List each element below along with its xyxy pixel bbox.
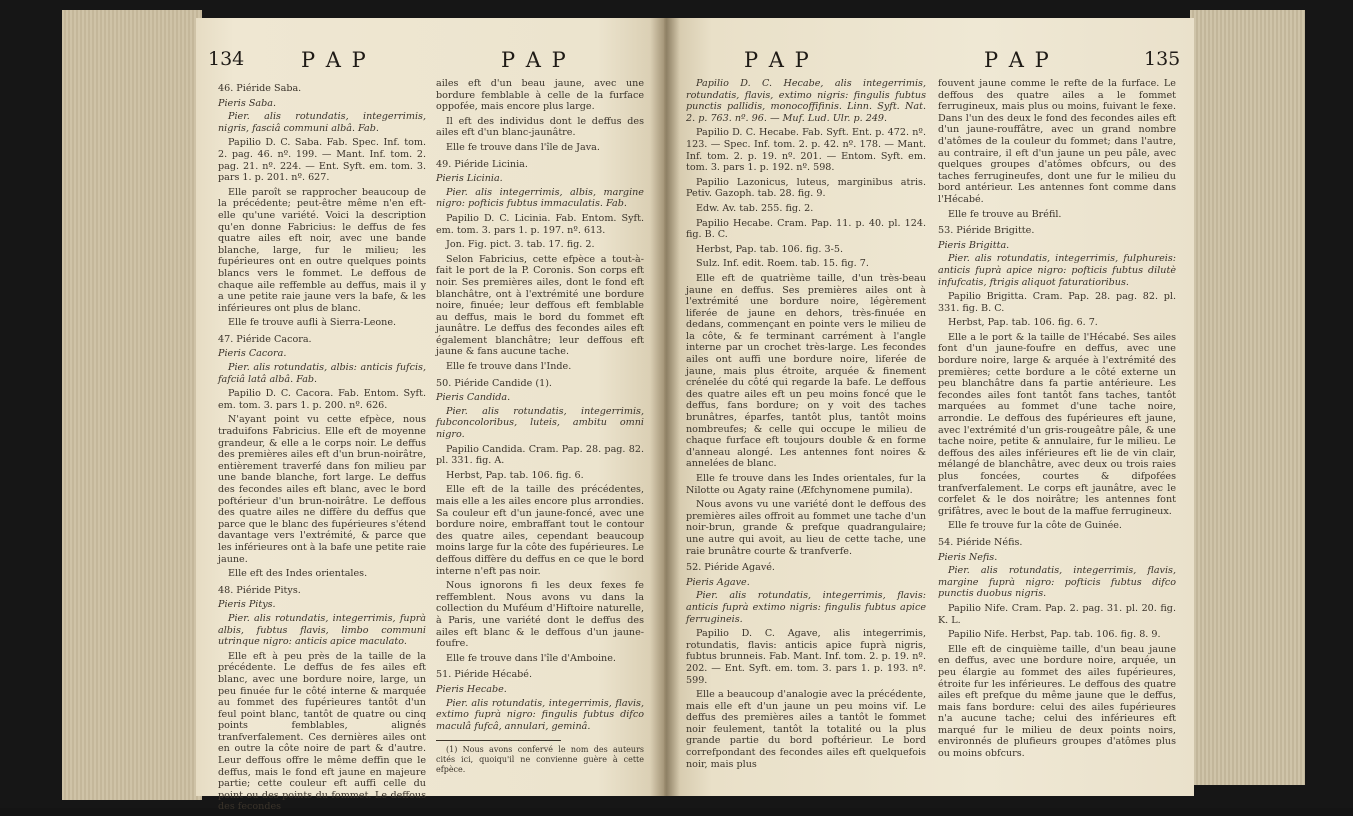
right-page-column-2 <box>938 78 1176 763</box>
species-diagnosis: Pier. alis rotundatis, albis: anticis fufcis, fafciâ latâ albâ. Fab. <box>218 362 426 385</box>
paragraph: Elle fe trouve dans l'île d'Amboine. <box>446 652 616 664</box>
paragraph: fouvent jaune comme le refte de la furface. Le deffous des quatre ailes a le fommet ferrugineux, mais plus ou moins, fuivant le fexe. Dans l'un des deux le fond des fecondes ailes eft d'un jaune-rouffâtre, avec un grand nombre d'atômes de la couleur du fommet; dans l'autre, au contraire, il eft d'un jaune un peu pâle, avec quelques groupes d'atômes obfcurs, ou des taches ferrugineufes, dont une fur le milieu du bord antérieur. Les antennes font comme dans l'Hécabé. <box>938 78 1176 205</box>
species-latin-name: Pieris Hecabe. <box>436 683 507 695</box>
running-head-right-col: P A P <box>501 48 568 72</box>
paragraph: Elle fe trouve dans l'Inde. <box>446 361 572 373</box>
species-diagnosis: Pier. alis rotundatis, integerrimis, fubconcoloribus, luteis, ambitu omni nigro. <box>436 405 644 441</box>
running-head-right-col: P A P <box>984 48 1051 72</box>
paragraph: Elle fe trouve fur la côte de Guinée. <box>948 520 1122 532</box>
species-heading: 47. Piéride Cacora. <box>218 333 312 345</box>
book-gutter <box>650 18 680 796</box>
paragraph: Papilio D. C. Cacora. Fab. Entom. Syft. em. tom. 3. pars 1. p. 200. nº. 626. <box>218 388 426 411</box>
species-heading: 50. Piéride Candide (1). <box>436 377 552 389</box>
paragraph: Herbst, Pap. tab. 106. fig. 6. 7. <box>948 317 1098 329</box>
paragraph: ailes eft d'un beau jaune, avec une bordure femblable à celle de la furface oppofée, mais encore plus large. <box>436 78 644 113</box>
species-latin-name: Pieris Saba. <box>218 97 277 109</box>
paragraph: Elle fe trouve aufli à Sierra-Leone. <box>228 317 397 329</box>
paragraph: Herbst, Pap. tab. 106. fig. 6. <box>446 469 584 481</box>
paragraph: Il eft des individus dont le deffus des ailes eft d'un blanc-jaunâtre. <box>436 115 644 139</box>
paragraph: Elle a le port & la taille de l'Hécabé. Ses ailes font d'un jaune-foufre en deffus, avec une bordure noire, large & arquée à l'extrémité des premières; cette bordure a le côté externe un peu blanchâtre dans fa partie antérieure. Les fecondes ailes font tantôt fans taches, tantôt marquées au fommet d'une tache noire, arrondie. Le deffous des fupérieures eft jaune, avec l'extrémité d'un gris-rougeâtre pâle, & une tache noire, petite & annulaire, fur le milieu. Le deffous des ailes inférieures eft lie de vin clair, mélangé de blanchâtre, avec deux ou trois raies plus foncées, courtes & difpofées tranfverfalement. Le corps eft jaunâtre, avec le corfelet & le dos noirâtre; les antennes font grifâtres, avec le bout de la maffue ferrugineux. <box>938 331 1176 517</box>
paragraph: Papilio D. C. Hecabe. Fab. Syft. Ent. p. 472. nº. 123. — Spec. Inf. tom. 2. p. 42. nº. 178. — Mant. Inf. tom. 2. p. 19. nº. 201. — Entom. Syft. em. tom. 3. pars 1. p. 192. nº. 598. <box>686 127 926 174</box>
paragraph: Papilio D. C. Licinia. Fab. Entom. Syft. em. tom. 3. pars 1. p. 197. nº. 613. <box>436 212 644 236</box>
paragraph: Papilio D. C. Saba. Fab. Spec. Inf. tom. 2. pag. 46. nº. 199. — Mant. Inf. tom. 2. pag. 21. nº. 224. — Ent. Syft. em. tom. 3. pars 1. p. 201. nº. 627. <box>218 137 426 184</box>
left-page-stack-edge <box>62 10 202 800</box>
paragraph: Herbst, Pap. tab. 106. fig. 3-5. <box>696 243 843 255</box>
species-latin-name: Pieris Brigitta. <box>938 239 1010 251</box>
species-diagnosis: Pier. alis rotundatis, integerrimis, flavis: anticis fuprà extimo nigris: fingulis fubtus apice ferrugineis. <box>686 590 926 625</box>
paragraph: Selon Fabricius, cette efpèce a tout-à-fait le port de la P. Coronis. Son corps eft noir. Ses premières ailes, dont le fond eft blanchâtre, ont à l'extrémité une bordure noire, finuée; leur deffous eft femblable au deffus, mais le bord du fommet eft jaunâtre. Le deffus des fecondes ailes eft également blanchâtre; leur deffous eft jaune & fans aucune tache. <box>436 253 644 358</box>
paragraph: Edw. Av. tab. 255. fig. 2. <box>696 202 814 214</box>
paragraph: Elle eft à peu près de la taille de la précédente. Le deffus de fes ailes eft blanc, avec une bordure noire, large, un peu finuée fur le côté interne & marquée au fommet des fupérieures tantôt d'un feul point blanc, tantôt de quatre ou cinq points femblables, alignés tranfverfalement. Ces dernières ailes ont en outre la côte noire de part & d'autre. Leur deffous offre le même deffin que le deffus, mais le fond eft jaune en majeure partie; cette couleur eft auffi celle du point ou des points du fommet. Le deffous des fecondes <box>218 650 426 813</box>
paragraph: Elle fe trouve dans l'île de Java. <box>446 141 600 153</box>
paragraph: Papilio Hecabe. Cram. Pap. 11. p. 40. pl. 124. fig. B. C. <box>686 217 926 241</box>
left-page <box>196 18 668 813</box>
paragraph: Sulz. Inf. edit. Roem. tab. 15. fig. 7. <box>696 258 869 270</box>
species-heading: 54. Piéride Néfis. <box>938 536 1023 548</box>
species-latin-name: Pieris Cacora. <box>218 348 287 360</box>
species-diagnosis: Pier. alis integerrimis, albis, margine nigro: pofticis fubtus immaculatis. Fab. <box>436 186 644 210</box>
right-page-column-1 <box>686 78 926 773</box>
footnote: (1) Nous avons confervé le nom des auteurs cités ici, quoiqu'il ne convienne guère à cette efpèce. <box>436 745 644 775</box>
species-diagnosis: Pier. alis rotundatis, integerrimis, flavis, margine fuprà nigro: pofticis fubtus difco punctis duobus nigris. <box>938 565 1176 600</box>
species-heading: 49. Piéride Licinia. <box>436 158 528 170</box>
species-latin-name: Pieris Nefis. <box>938 551 998 563</box>
paragraph: Nous avons vu une variété dont le deffous des premières ailes offroit au fommet une tache d'un noir-brun, grande & prefque quadrangulaire; une autre qui avoit, au lieu de cette tache, une raie brunâtre courte & tranfverfe. <box>686 499 926 557</box>
species-heading: 53. Piéride Brigitte. <box>938 225 1035 237</box>
species-latin-name: Pieris Licinia. <box>436 173 503 185</box>
species-latin-name: Pieris Agave. <box>686 576 750 588</box>
species-diagnosis: Pier. alis rotundatis, integerrimis, fuprà albis, fubtus flavis, limbo communi utrinque nigro: anticis apice maculato. <box>218 612 426 648</box>
left-page-column-2 <box>436 78 644 778</box>
species-latin-name: Pieris Pitys. <box>218 599 276 611</box>
paragraph: Papilio Nife. Cram. Pap. 2. pag. 31. pl. 20. fig. K. L. <box>938 602 1176 626</box>
paragraph: Papilio Lazonicus, luteus, marginibus atris. Petiv. Gazoph. tab. 28. fig. 9. <box>686 176 926 200</box>
paragraph: Elle eft de cinquième taille, d'un beau jaune en deffus, avec une bordure noire, arquée, un peu élargie au fommet des ailes fupérieures, étroite fur les inférieures. Le deffous des quatre ailes eft prefque du même jaune que le deffus, mais fans bordure: celui des ailes fupérieures n'a aucune tache; celui des inférieures eft marqué fur le milieu de deux points noirs, environnés de plufieurs groupes d'atômes plus ou moins obfcurs. <box>938 643 1176 760</box>
paragraph: Elle fe trouve dans les Indes orientales, fur la Nilotte ou Agaty raine (Æfchynomene pumila). <box>686 473 926 496</box>
paragraph: Papilio D. C. Agave, alis integerrimis, rotundatis, flavis: anticis apice fuprà nigris, fubtus brunneis. Fab. Mant. Inf. tom. 2. p. 19. nº. 202. — Ent. Syft. em. tom. 3. pars 1. p. 193. nº. 599. <box>686 628 926 686</box>
paragraph: Nous ignorons fi les deux fexes fe reffemblent. Nous avons vu dans la collection du Muféum d'Hiftoire naturelle, à Paris, une variété dont le deffus des ailes eft blanc & le deffous d'un jaune-foufre. <box>436 580 644 650</box>
right-page-stack-edge <box>1190 10 1305 785</box>
species-diagnosis: Pier. alis rotundatis, integerrimis, flavis, extimo fuprà nigro: fingulis fubtus difco maculâ fufcâ, annulari, geminâ. <box>436 697 644 732</box>
page-number: 134 <box>208 48 245 70</box>
paragraph: Elle fe trouve au Bréfil. <box>948 208 1062 220</box>
right-page <box>664 18 1194 796</box>
running-head: P A P <box>301 48 368 72</box>
paragraph: Papilio Candida. Cram. Pap. 28. pag. 82. pl. 331. fig. A. <box>436 443 644 467</box>
species-heading: 46. Piéride Saba. <box>218 83 302 94</box>
left-page-column-1 <box>218 78 426 816</box>
paragraph: Elle eft des Indes orientales. <box>228 568 368 580</box>
paragraph: Elle eft de la taille des précédentes, mais elle a les ailes encore plus arrondies. Sa couleur eft d'un jaune-foncé, avec une bordure noire, embraffant tout le contour des quatre ailes, cependant beaucoup moins large fur la côte des fupérieures. Le deffous diffère du deffus en ce que le bord interne n'eft pas noir. <box>436 484 644 577</box>
species-diagnosis: Pier. alis rotundatis, integerrimis, nigris, fasciâ communi albâ. Fab. <box>218 111 426 134</box>
paragraph: Elle a beaucoup d'analogie avec la précédente, mais elle eft d'un jaune un peu moins vif. Le deffus des premières ailes a tantôt le fommet noir feulement, tantôt la totalité ou la plus grande partie du bord poftérieur. Le bord correfpondant des fecondes ailes eft quelquefois noir, mais plus <box>686 689 926 770</box>
species-diagnosis: Papilio D. C. Hecabe, alis integerrimis, rotundatis, flavis, extimo nigris: fingulis fubtus punctis pallidis, monocoffifinis. Linn. Syft. Nat. 2. p. 763. nº. 96. — Muf. Lud. Ulr. p. 249. <box>686 78 926 124</box>
page-number: 135 <box>1144 48 1181 70</box>
paragraph: Elle paroît se rapprocher beaucoup de la précédente; peut-être même n'en eft-elle qu'une variété. Voici la description qu'en donne Fabricius: le deffus de fes quatre ailes eft noir, avec une bande blanche, large, fur le milieu; les fupérieures ont en outre quelques points blancs vers le fommet. Le deffous de chaque aile reffemble au deffus, mais il y a une petite raie jaune vers la bafe, & les inférieures ont plus de blanc. <box>218 186 426 314</box>
footnote-rule <box>436 740 561 741</box>
paragraph: Papilio Brigitta. Cram. Pap. 28. pag. 82. pl. 331. fig. B. C. <box>938 291 1176 314</box>
species-heading: 52. Piéride Agavé. <box>686 562 775 574</box>
paragraph: Elle eft de quatrième taille, d'un très-beau jaune en deffus. Ses premières ailes ont à l'extrémité une bordure noire, légèrement liferée de jaune en dehors, très-finuée en dedans, commençant en pointe vers le milieu de la côte, & fe terminant carrément à l'angle interne par un crochet très-large. Les fecondes ailes ont auffi une bordure noire, liferée de jaune, mais plus étroite, arquée & finement crénelée du côté qui regarde la bafe. Le deffous des quatre ailes eft un peu moins foncé que le deffus, fans bordure; on y voit des taches brunâtres, éparfes, tantôt plus, tantôt moins nombreufes; & celle qui occupe le milieu de chaque furface eft toujours double & en forme d'anneau alongé. Les antennes font noires & annelées de blanc. <box>686 272 926 470</box>
paragraph: Jon. Fig. pict. 3. tab. 17. fig. 2. <box>446 239 595 251</box>
running-head: P A P <box>744 48 811 72</box>
paragraph: N'ayant point vu cette efpèce, nous traduifons Fabricius. Elle eft de moyenne grandeur, & elle a le corps noir. Le deffus des premières ailes eft d'un brun-noirâtre, entièrement traverfé dans fon milieu par une bande blanche, fort large. Le deffus des fecondes ailes eft blanc, avec le bord poftérieur d'un brun-noirâtre. Le deffous des quatre ailes ne diffère du deffus que parce que le blanc des fupérieures s'étend davantage vers l'extrémité, & parce que les inférieures ont à la bafe une petite raie jaune. <box>218 414 427 565</box>
species-diagnosis: Pier. alis rotundatis, integerrimis, fulphureis: anticis fuprà apice nigro: pofticis fubtus dilutè infufcatis, ftrigis aliquot faturatioribus. <box>938 253 1176 288</box>
paragraph: Papilio Nife. Herbst, Pap. tab. 106. fig. 8. 9. <box>948 629 1161 641</box>
species-heading: 48. Piéride Pitys. <box>218 584 301 596</box>
species-heading: 51. Piéride Hécabé. <box>436 669 533 681</box>
species-latin-name: Pieris Candida. <box>436 392 511 404</box>
